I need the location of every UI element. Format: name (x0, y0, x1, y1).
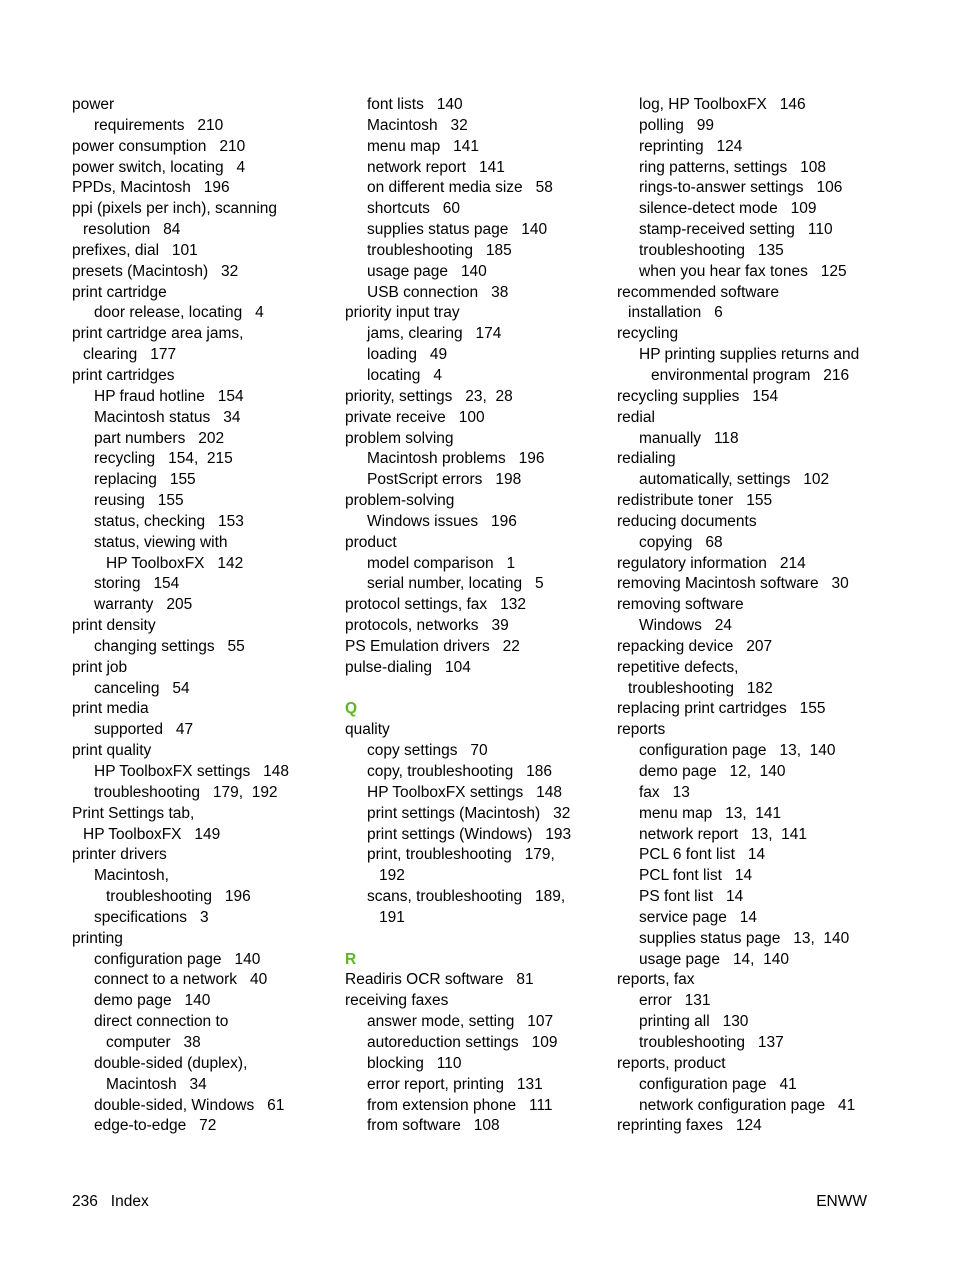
index-subentry: direct connection to (94, 1013, 229, 1031)
index-subentry: copying 68 (639, 533, 723, 551)
index-entry: printing (72, 929, 123, 947)
index-entry: ppi (pixels per inch), scanning (72, 200, 278, 218)
index-entry: power consumption 210 (72, 137, 246, 155)
index-subentry: menu map 13, 141 (639, 804, 782, 822)
index-entry: print cartridge (72, 283, 167, 301)
index-column-2 (345, 95, 605, 1137)
index-subentry: rings-to-answer settings 106 (639, 179, 843, 197)
index-subentry: configuration page 13, 140 (639, 742, 836, 760)
index-subentry: configuration page 41 (639, 1075, 797, 1093)
index-entry: priority input tray (345, 304, 460, 322)
index-subentry: on different media size 58 (367, 179, 553, 197)
index-subentry: manually 118 (639, 429, 739, 447)
spacer (345, 679, 605, 700)
index-subentry: copy, troubleshooting 186 (367, 763, 552, 780)
index-entry: presets (Macintosh) 32 (72, 262, 239, 280)
index-entry: Readiris OCR software 81 (345, 971, 534, 989)
index-entry: reports, product (617, 1054, 726, 1072)
index-subentry: locating 4 (367, 366, 442, 384)
index-entry: printer drivers (72, 846, 167, 864)
index-entry: quality (345, 721, 390, 739)
index-subentry: environmental program 216 (651, 366, 850, 384)
index-subentry: warranty 205 (94, 596, 193, 614)
index-subentry: error 131 (639, 992, 711, 1010)
index-subentry: troubleshooting 179, 192 (94, 783, 278, 801)
index-subentry: log, HP ToolboxFX 146 (639, 96, 806, 113)
index-subentry: polling 99 (639, 116, 714, 134)
index-entry: protocols, networks 39 (345, 617, 509, 635)
index-subentry: computer 38 (106, 1033, 201, 1051)
index-entry: protocol settings, fax 132 (345, 596, 526, 614)
index-entry: replacing print cartridges 155 (617, 700, 826, 718)
index-subentry: replacing 155 (94, 471, 196, 489)
index-subentry: HP printing supplies returns and (639, 346, 860, 364)
index-entry: redialing (617, 450, 676, 468)
index-subentry: from software 108 (367, 1117, 500, 1135)
index-subentry: fax 13 (639, 783, 690, 801)
index-entry: removing Macintosh software 30 (617, 575, 849, 593)
index-subentry: storing 154 (94, 575, 180, 593)
index-subentry: print settings (Macintosh) 32 (367, 804, 571, 822)
index-entry: print density (72, 617, 156, 635)
index-entry: product (345, 533, 397, 551)
index-subentry: recycling 154, 215 (94, 450, 233, 468)
index-subentry: PCL font list 14 (639, 867, 753, 885)
index-subentry: copy settings 70 (367, 742, 488, 760)
index-subentry: print settings (Windows) 193 (367, 825, 572, 843)
index-entry: problem-solving (345, 492, 455, 510)
index-subentry: resolution 84 (83, 221, 181, 239)
index-subentry: usage page 140 (367, 262, 487, 280)
index-subentry: supplies status page 13, 140 (639, 929, 850, 947)
index-entry: PS Emulation drivers 22 (345, 637, 520, 655)
index-subentry: loading 49 (367, 346, 448, 364)
index-subentry: Macintosh, (94, 867, 169, 885)
index-entry: prefixes, dial 101 (72, 241, 198, 259)
page-number: 236 (72, 1193, 98, 1210)
index-subentry: automatically, settings 102 (639, 471, 830, 489)
index-entry: repacking device 207 (617, 637, 773, 655)
index-entry: private receive 100 (345, 408, 485, 426)
index-column-1 (72, 95, 332, 1137)
index-subentry: troubleshooting 137 (639, 1033, 784, 1051)
index-subentry: model comparison 1 (367, 554, 516, 572)
index-subentry: supported 47 (94, 721, 194, 739)
index-entry: print cartridges (72, 366, 175, 384)
index-subentry: network configuration page 41 (639, 1096, 856, 1114)
index-subentry: print, troubleshooting 179, (367, 846, 555, 864)
index-subentry: silence-detect mode 109 (639, 200, 817, 218)
index-subentry: 191 (379, 908, 405, 926)
index-subentry: HP ToolboxFX 149 (83, 825, 221, 843)
index-subentry: service page 14 (639, 908, 758, 926)
index-entry: power switch, locating 4 (72, 158, 246, 176)
index-entry: print job (72, 658, 128, 676)
index-subentry: reusing 155 (94, 492, 184, 510)
index-subentry: serial number, locating 5 (367, 575, 544, 593)
index-subentry: from extension phone 111 (367, 1096, 553, 1114)
index-entry: reprinting faxes 124 (617, 1117, 762, 1135)
index-entry: print cartridge area jams, (72, 325, 244, 343)
index-subentry: menu map 141 (367, 137, 480, 155)
index-subentry: Windows issues 196 (367, 512, 517, 530)
index-subentry: PostScript errors 198 (367, 471, 522, 489)
index-entry: reports (617, 721, 666, 739)
index-subentry: supplies status page 140 (367, 221, 548, 239)
index-entry: pulse-dialing 104 (345, 658, 471, 676)
index-entry: PPDs, Macintosh 196 (72, 179, 230, 197)
index-entry: power (72, 96, 115, 113)
index-subentry: troubleshooting 185 (367, 241, 512, 259)
index-subentry: connect to a network 40 (94, 971, 268, 989)
spacer (345, 929, 605, 950)
index-subentry: Macintosh problems 196 (367, 450, 545, 468)
index-entry: problem solving (345, 429, 454, 447)
index-subentry: network report 13, 141 (639, 825, 808, 843)
index-subentry: usage page 14, 140 (639, 950, 789, 968)
index-subentry: troubleshooting 196 (106, 888, 251, 906)
index-entry: redistribute toner 155 (617, 492, 773, 510)
index-subentry: jams, clearing 174 (367, 325, 502, 343)
index-entry: print media (72, 700, 149, 718)
index-entry: redial (617, 408, 655, 426)
index-subentry: clearing 177 (83, 346, 177, 364)
index-subentry: HP fraud hotline 154 (94, 387, 244, 405)
index-subentry: double-sided (duplex), (94, 1054, 248, 1072)
page-footer-right: ENWW (816, 1193, 867, 1210)
index-subentry: demo page 12, 140 (639, 763, 786, 780)
index-entry: recommended software (617, 283, 779, 301)
index-subentry: specifications 3 (94, 908, 209, 926)
index-subentry: installation 6 (628, 304, 723, 322)
index-subentry: Macintosh 32 (367, 116, 468, 134)
index-subentry: HP ToolboxFX settings 148 (94, 763, 290, 780)
index-subentry: changing settings 55 (94, 637, 245, 655)
index-subentry: PS font list 14 (639, 888, 744, 906)
index-subentry: status, checking 153 (94, 512, 244, 530)
index-entry: repetitive defects, (617, 658, 739, 676)
index-subentry: edge-to-edge 72 (94, 1117, 217, 1135)
index-subentry: troubleshooting 135 (639, 241, 784, 259)
index-subentry: printing all 130 (639, 1013, 749, 1031)
index-entry: recycling (617, 325, 679, 343)
index-entry: Print Settings tab, (72, 804, 195, 822)
index-subentry: when you hear fax tones 125 (639, 262, 847, 280)
index-letter-heading: Q (345, 700, 358, 718)
index-subentry: Windows 24 (639, 617, 733, 635)
index-entry: receiving faxes (345, 992, 449, 1010)
index-entry: print quality (72, 742, 152, 760)
index-subentry: font lists 140 (367, 96, 463, 113)
index-subentry: autoreduction settings 109 (367, 1033, 558, 1051)
index-subentry: error report, printing 131 (367, 1075, 543, 1093)
index-subentry: USB connection 38 (367, 283, 509, 301)
index-subentry: PCL 6 font list 14 (639, 846, 766, 864)
index-entry: reports, fax (617, 971, 695, 989)
section-name: Index (110, 1193, 149, 1210)
index-entry: recycling supplies 154 (617, 387, 779, 405)
index-subentry: stamp-received setting 110 (639, 221, 833, 239)
index-subentry: ring patterns, settings 108 (639, 158, 826, 176)
index-entry: reducing documents (617, 512, 757, 530)
index-letter-heading: R (345, 950, 357, 968)
index-subentry: status, viewing with (94, 533, 228, 551)
index-subentry: HP ToolboxFX 142 (106, 554, 244, 572)
index-subentry: network report 141 (367, 158, 505, 176)
index-subentry: HP ToolboxFX settings 148 (367, 783, 563, 801)
index-subentry: blocking 110 (367, 1054, 462, 1072)
index-subentry: door release, locating 4 (94, 304, 264, 322)
index-entry: removing software (617, 596, 744, 614)
index-column-3 (617, 95, 887, 1137)
index-entry: priority, settings 23, 28 (345, 387, 513, 405)
index-subentry: reprinting 124 (639, 137, 743, 155)
index-subentry: canceling 54 (94, 679, 190, 697)
index-subentry: Macintosh status 34 (94, 408, 241, 426)
index-subentry: troubleshooting 182 (628, 679, 773, 697)
index-subentry: requirements 210 (94, 116, 224, 134)
index-subentry: configuration page 140 (94, 950, 261, 968)
index-subentry: 192 (379, 867, 405, 885)
index-subentry: double-sided, Windows 61 (94, 1096, 285, 1114)
page-footer-left (72, 1193, 149, 1211)
index-subentry: scans, troubleshooting 189, (367, 888, 566, 906)
index-subentry: part numbers 202 (94, 429, 225, 447)
index-subentry: answer mode, setting 107 (367, 1013, 554, 1031)
index-subentry: shortcuts 60 (367, 200, 461, 218)
index-subentry: demo page 140 (94, 992, 211, 1010)
index-subentry: Macintosh 34 (106, 1075, 207, 1093)
index-entry: regulatory information 214 (617, 554, 806, 572)
